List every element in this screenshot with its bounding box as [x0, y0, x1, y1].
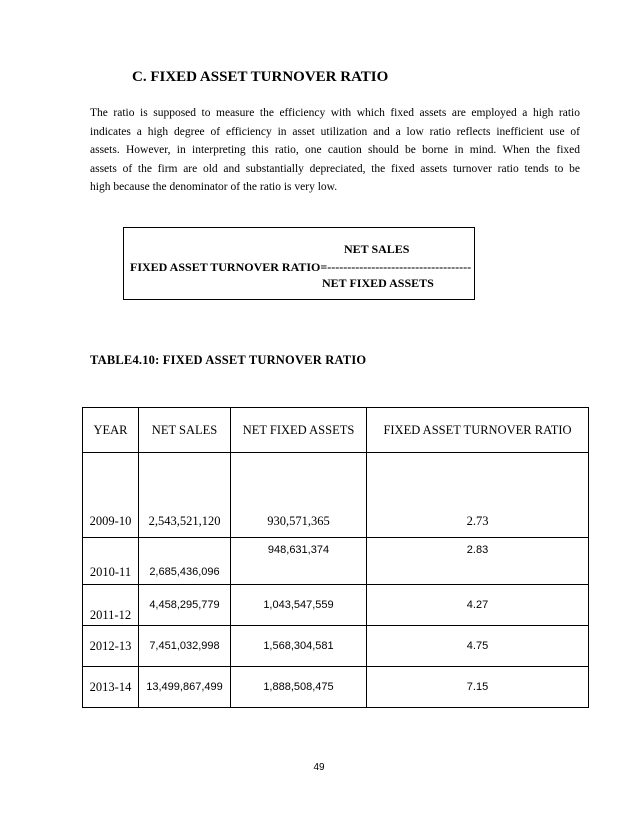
paragraph-line: assets. However, in interpreting this ratio, one caution should be borne in mind. When the fixed [90, 144, 580, 156]
net-fixed-assets-cell: 1,568,304,581 [231, 626, 367, 667]
formula-box [123, 227, 475, 300]
formula-lhs: FIXED ASSET TURNOVER RATIO= [130, 260, 328, 274]
formula-lhs-line [130, 260, 471, 275]
ratio-cell: 2.73 [367, 453, 589, 538]
table-title: TABLE4.10: FIXED ASSET TURNOVER RATIO [90, 353, 367, 367]
paragraph-line: assets of the firm are old and substantially depreciated, the fixed assets turnover ratio tends to be [90, 162, 580, 175]
net-fixed-assets-cell: 930,571,365 [231, 453, 367, 538]
table-row [83, 538, 589, 585]
page-number: 49 [313, 762, 325, 773]
net-fixed-assets-cell: 948,631,374 [231, 538, 367, 585]
net-fixed-assets-cell: 1,043,547,559 [231, 585, 367, 626]
formula-numerator: NET SALES [344, 242, 410, 256]
table-row [83, 453, 589, 538]
turnover-table [82, 407, 589, 708]
table-row [83, 585, 589, 626]
net-sales-cell: 7,451,032,998 [139, 626, 231, 667]
year-cell: 2010-11 [83, 538, 139, 585]
paragraph-line: The ratio is supposed to measure the efficiency with which fixed assets are employed a high ratio [90, 107, 580, 119]
net-sales-cell: 2,543,521,120 [139, 453, 231, 538]
body-paragraph [90, 104, 580, 197]
net-sales-cell: 4,458,295,779 [139, 585, 231, 626]
paragraph-line: high because the denominator of the ratio is very low. [90, 181, 338, 193]
table-header-row [83, 408, 589, 453]
year-cell: 2011-12 [83, 585, 139, 626]
net-sales-cell: 2,685,436,096 [139, 538, 231, 585]
formula-denominator: NET FIXED ASSETS [322, 276, 434, 290]
ratio-cell: 4.27 [367, 585, 589, 626]
year-cell: 2013-14 [83, 667, 139, 708]
header-cell: FIXED ASSET TURNOVER RATIO [367, 408, 589, 453]
year-cell: 2012-13 [83, 626, 139, 667]
header-cell: YEAR [83, 408, 139, 453]
paragraph-line: indicates a high degree of efficiency in asset utilization and a low ratio reflects inefficient use of [90, 125, 580, 138]
section-heading: C. FIXED ASSET TURNOVER RATIO [132, 69, 389, 85]
ratio-cell: 4.75 [367, 626, 589, 667]
header-cell: NET SALES [139, 408, 231, 453]
ratio-cell: 7.15 [367, 667, 589, 708]
header-cell: NET FIXED ASSETS [231, 408, 367, 453]
ratio-cell: 2.83 [367, 538, 589, 585]
year-cell: 2009-10 [83, 453, 139, 538]
table-row [83, 667, 589, 708]
table-row [83, 626, 589, 667]
formula-divider: ------------------------------------ [327, 260, 472, 274]
net-fixed-assets-cell: 1,888,508,475 [231, 667, 367, 708]
net-sales-cell: 13,499,867,499 [139, 667, 231, 708]
